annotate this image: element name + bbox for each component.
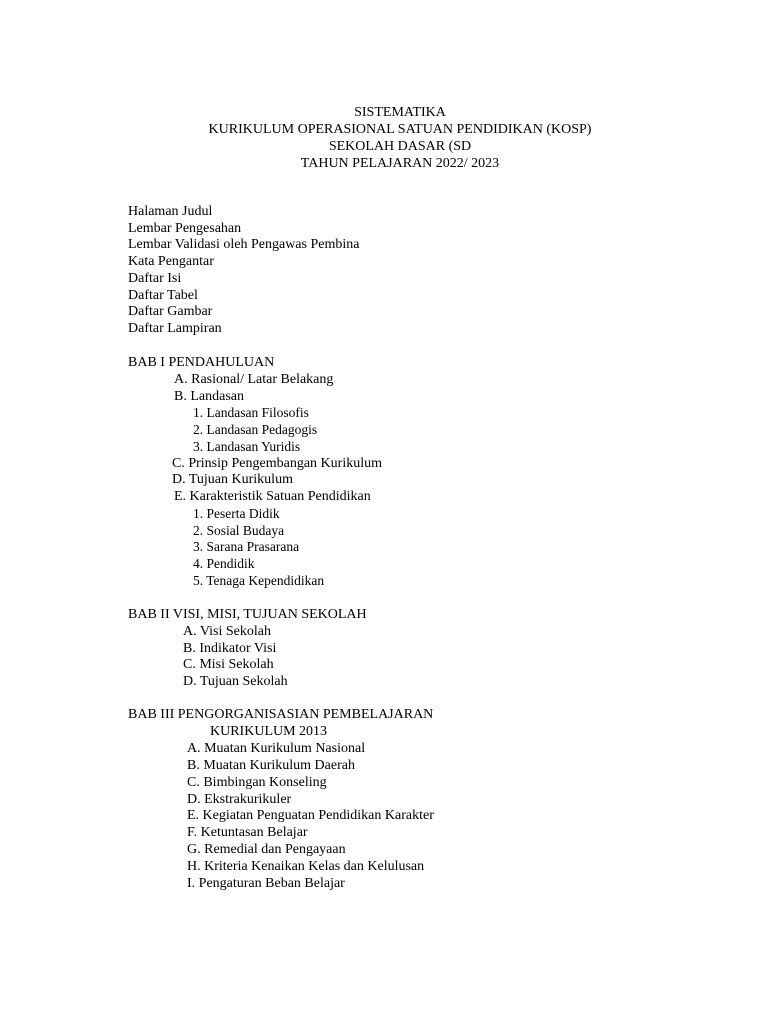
front-matter-item: Daftar Isi: [128, 270, 182, 286]
bab1-e-subitem: 5. Tenaga Kependidikan: [193, 573, 325, 588]
bab1-e-subitem: 2. Sosial Budaya: [193, 523, 285, 538]
bab3-item: H. Kriteria Kenaikan Kelas dan Kelulusan: [187, 859, 425, 874]
title-line-3: SEKOLAH DASAR (SD: [328, 139, 472, 154]
bab2-item: D. Tujuan Sekolah: [183, 674, 288, 689]
title-line-2: KURIKULUM OPERASIONAL SATUAN PENDIDIKAN (KOSP): [208, 122, 592, 137]
front-matter-item: Daftar Lampiran: [128, 320, 222, 336]
bab1-item-b: B. Landasan: [174, 389, 244, 404]
bab3-item: C. Bimbingan Konseling: [187, 775, 327, 790]
bab2-heading: BAB II VISI, MISI, TUJUAN SEKOLAH: [128, 607, 367, 622]
bab1-e-subitem: 3. Sarana Prasarana: [193, 539, 300, 554]
bab1-e-subitem: 4. Pendidik: [193, 556, 255, 571]
front-matter-list: [128, 204, 359, 338]
bab1-b-subitem: 2. Landasan Pedagogis: [193, 422, 318, 437]
front-matter-item: Daftar Gambar: [128, 304, 213, 320]
bab2-item: A. Visi Sekolah: [183, 624, 271, 639]
bab1-b-subitem: 3. Landasan Yuridis: [193, 439, 301, 454]
bab3-heading: BAB III PENGORGANISASIAN PEMBELAJARAN: [128, 707, 434, 722]
bab1-b-subitem: 1. Landasan Filosofis: [193, 405, 309, 420]
bab2-item: B. Indikator Visi: [183, 641, 277, 656]
bab3-item: A. Muatan Kurikulum Nasional: [187, 741, 366, 756]
title-line-4: TAHUN PELAJARAN 2022/ 2023: [300, 156, 500, 171]
title-line-1: SISTEMATIKA: [354, 105, 446, 120]
bab1-heading: BAB I PENDAHULUAN: [128, 355, 275, 370]
bab3-heading-line2: KURIKULUM 2013: [210, 724, 328, 739]
front-matter-item: Daftar Tabel: [128, 287, 198, 303]
front-matter-item: Lembar Validasi oleh Pengawas Pembina: [128, 237, 360, 253]
bab3-item: B. Muatan Kurikulum Daerah: [187, 758, 355, 773]
front-matter-item: Lembar Pengesahan: [128, 220, 242, 236]
bab3-item: E. Kegiatan Penguatan Pendidikan Karakter: [187, 808, 434, 823]
bab3-item: I. Pengaturan Beban Belajar: [187, 876, 345, 891]
front-matter-item: Kata Pengantar: [128, 254, 214, 270]
bab3-item: F. Ketuntasan Belajar: [187, 825, 308, 840]
bab1-item-e: E. Karakteristik Satuan Pendidikan: [174, 489, 371, 504]
bab1-item-d: D. Tujuan Kurikulum: [172, 472, 293, 487]
bab3-item: D. Ekstrakurikuler: [187, 792, 292, 807]
front-matter-item: Halaman Judul: [128, 204, 213, 219]
bab1-item-c: C. Prinsip Pengembangan Kurikulum: [172, 456, 382, 471]
bab2-item: C. Misi Sekolah: [183, 657, 274, 672]
bab1-item-a: A. Rasional/ Latar Belakang: [174, 372, 334, 387]
bab3-item: G. Remedial dan Pengayaan: [187, 842, 346, 857]
document-title: [0, 104, 768, 172]
bab1-e-subitem: 1. Peserta Didik: [193, 506, 280, 521]
